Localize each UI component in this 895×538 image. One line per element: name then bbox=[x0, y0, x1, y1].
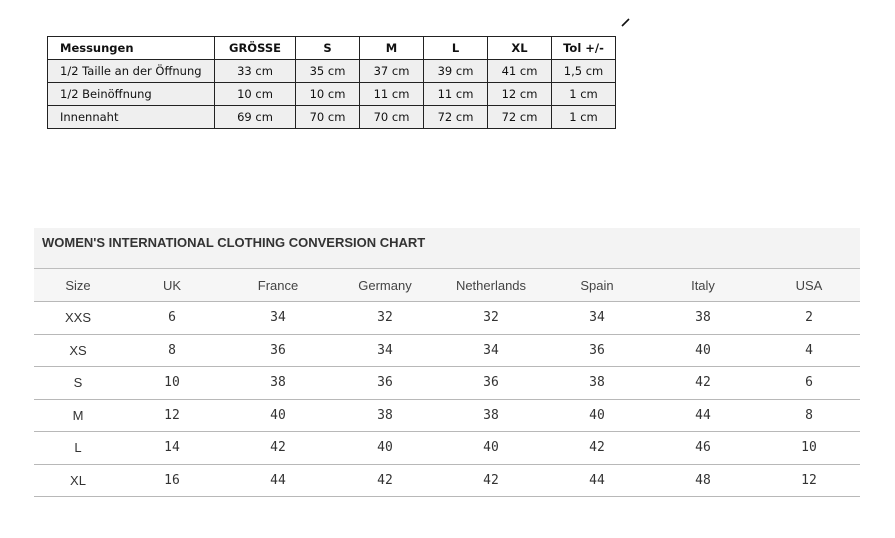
size-value-netherlands: 34 bbox=[436, 334, 546, 367]
tolerance-value: 1 cm bbox=[552, 106, 616, 129]
conversion-header-row bbox=[34, 269, 860, 302]
table-row bbox=[48, 83, 616, 106]
measurement-label: 1/2 Beinöffnung bbox=[48, 83, 215, 106]
size-value-usa: 4 bbox=[758, 334, 860, 367]
size-label: S bbox=[34, 367, 122, 400]
size-value-spain: 40 bbox=[546, 399, 648, 432]
header-tolerance: Tol +/- bbox=[552, 37, 616, 60]
size-label: XS bbox=[34, 334, 122, 367]
size-value-italy: 42 bbox=[648, 367, 758, 400]
size-value-italy: 48 bbox=[648, 464, 758, 497]
header-spain: Spain bbox=[546, 269, 648, 302]
size-label: L bbox=[34, 432, 122, 465]
table-row bbox=[48, 60, 616, 83]
measurement-value: 72 cm bbox=[424, 106, 488, 129]
size-label: XXS bbox=[34, 302, 122, 335]
tolerance-value: 1 cm bbox=[552, 83, 616, 106]
table-row bbox=[48, 106, 616, 129]
size-value-spain: 38 bbox=[546, 367, 648, 400]
size-value-germany: 34 bbox=[334, 334, 436, 367]
measurement-value: 72 cm bbox=[488, 106, 552, 129]
measurement-value: 12 cm bbox=[488, 83, 552, 106]
measurements-header-row bbox=[48, 37, 616, 60]
size-value-netherlands: 40 bbox=[436, 432, 546, 465]
measurement-value: 39 cm bbox=[424, 60, 488, 83]
size-label: M bbox=[34, 399, 122, 432]
size-value-usa: 10 bbox=[758, 432, 860, 465]
header-s: S bbox=[296, 37, 360, 60]
size-value-usa: 8 bbox=[758, 399, 860, 432]
size-value-germany: 36 bbox=[334, 367, 436, 400]
size-value-spain: 42 bbox=[546, 432, 648, 465]
size-value-italy: 40 bbox=[648, 334, 758, 367]
measurement-label: 1/2 Taille an der Öffnung bbox=[48, 60, 215, 83]
size-value-uk: 8 bbox=[122, 334, 222, 367]
size-value-germany: 32 bbox=[334, 302, 436, 335]
size-value-france: 38 bbox=[222, 367, 334, 400]
measurement-value: 11 cm bbox=[360, 83, 424, 106]
header-size: Size bbox=[34, 269, 122, 302]
header-m: M bbox=[360, 37, 424, 60]
size-value-france: 42 bbox=[222, 432, 334, 465]
size-value-italy: 38 bbox=[648, 302, 758, 335]
measurement-label: Innennaht bbox=[48, 106, 215, 129]
table-row bbox=[34, 334, 860, 367]
conversion-table bbox=[34, 269, 860, 497]
header-groesse: GRÖSSE bbox=[215, 37, 296, 60]
conversion-chart-title-bar bbox=[34, 228, 860, 269]
measurement-value: 37 cm bbox=[360, 60, 424, 83]
header-france: France bbox=[222, 269, 334, 302]
measurement-value: 33 cm bbox=[215, 60, 296, 83]
size-value-italy: 44 bbox=[648, 399, 758, 432]
size-value-spain: 36 bbox=[546, 334, 648, 367]
size-value-usa: 6 bbox=[758, 367, 860, 400]
size-label: XL bbox=[34, 464, 122, 497]
size-value-france: 40 bbox=[222, 399, 334, 432]
header-messungen: Messungen bbox=[48, 37, 215, 60]
size-value-netherlands: 38 bbox=[436, 399, 546, 432]
header-italy: Italy bbox=[648, 269, 758, 302]
measurement-value: 35 cm bbox=[296, 60, 360, 83]
size-value-netherlands: 32 bbox=[436, 302, 546, 335]
size-value-germany: 38 bbox=[334, 399, 436, 432]
measurement-value: 70 cm bbox=[296, 106, 360, 129]
conversion-chart-title: WOMEN'S INTERNATIONAL CLOTHING CONVERSION CHART bbox=[42, 235, 426, 250]
size-value-usa: 12 bbox=[758, 464, 860, 497]
size-value-uk: 16 bbox=[122, 464, 222, 497]
tolerance-value: 1,5 cm bbox=[552, 60, 616, 83]
table-row bbox=[34, 432, 860, 465]
size-value-france: 36 bbox=[222, 334, 334, 367]
header-netherlands: Netherlands bbox=[436, 269, 546, 302]
size-value-italy: 46 bbox=[648, 432, 758, 465]
header-usa: USA bbox=[758, 269, 860, 302]
size-value-france: 44 bbox=[222, 464, 334, 497]
table-row bbox=[34, 302, 860, 335]
table-row bbox=[34, 399, 860, 432]
header-xl: XL bbox=[488, 37, 552, 60]
measurement-value: 10 cm bbox=[296, 83, 360, 106]
table-row bbox=[34, 464, 860, 497]
header-uk: UK bbox=[122, 269, 222, 302]
size-value-netherlands: 42 bbox=[436, 464, 546, 497]
measurement-value: 10 cm bbox=[215, 83, 296, 106]
size-value-spain: 44 bbox=[546, 464, 648, 497]
measurement-value: 11 cm bbox=[424, 83, 488, 106]
size-value-germany: 42 bbox=[334, 464, 436, 497]
measurement-value: 69 cm bbox=[215, 106, 296, 129]
size-value-uk: 10 bbox=[122, 367, 222, 400]
size-value-uk: 14 bbox=[122, 432, 222, 465]
stray-mark bbox=[621, 18, 630, 27]
table-row bbox=[34, 367, 860, 400]
size-value-usa: 2 bbox=[758, 302, 860, 335]
measurement-value: 70 cm bbox=[360, 106, 424, 129]
measurement-value: 41 cm bbox=[488, 60, 552, 83]
size-value-uk: 6 bbox=[122, 302, 222, 335]
header-l: L bbox=[424, 37, 488, 60]
size-value-spain: 34 bbox=[546, 302, 648, 335]
size-value-uk: 12 bbox=[122, 399, 222, 432]
size-value-france: 34 bbox=[222, 302, 334, 335]
size-value-germany: 40 bbox=[334, 432, 436, 465]
size-value-netherlands: 36 bbox=[436, 367, 546, 400]
header-germany: Germany bbox=[334, 269, 436, 302]
measurements-table bbox=[47, 36, 616, 129]
